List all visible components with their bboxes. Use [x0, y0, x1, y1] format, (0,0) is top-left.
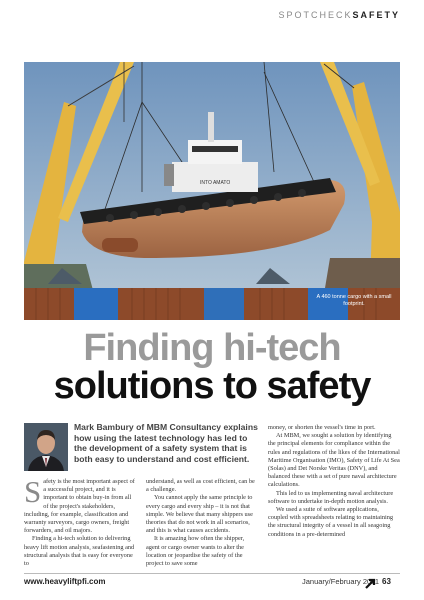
col2-paragraph-2: You cannot apply the same principle to every cargo and every ship – it is not that simple. We believe that many shippers use theories that do not work in all scenarios, and this is what causes accidents.: [146, 494, 253, 535]
col2-paragraph-3: It is amazing how often the shipper, agent or cargo owner wants to alter the location or jeopardise the safety of the project to save some: [146, 535, 245, 568]
heavy-lift-illustration: [24, 62, 400, 320]
section-name: SAFETY: [352, 10, 400, 20]
hero-image: [24, 62, 400, 320]
headline-line-2: solutions to safety: [53, 365, 371, 407]
footer-issue-date: January/February 2011: [302, 577, 379, 586]
section-label: [278, 10, 400, 20]
col3-paragraph-1: money, or shorten the vessel's time in port.: [268, 424, 376, 431]
body-column-2: [146, 478, 258, 568]
col3-paragraph-4: We used a suite of software applications, coupled with spreadsheets relating to maintaining the structural integrity of a vessel in all seagoing conditions in a pre-determined: [268, 506, 394, 538]
footer-divider: [24, 573, 400, 574]
body-column-3: [268, 424, 400, 539]
arrow-up-right-icon: [365, 576, 377, 594]
body-column-1: [24, 474, 136, 568]
col2-paragraph-1: understand, as well as cost efficient, can be a challenge.: [146, 478, 255, 494]
col1-paragraph-1: afety is the most important aspect of a successful project, and it is important to obtain buy-in from all of the project's stakeholders, including, for example, classification and warranty surveyors, cargo owners, freight forwarders, and oil majors.: [24, 478, 135, 535]
headline-line-1: Finding hi-tech: [83, 327, 341, 369]
col1-paragraph-2: Finding a hi-tech solution to delivering heavy lift motion analysis, seafastening and structural analysis that is easy for everyone to: [24, 535, 135, 568]
col3-paragraph-3: This led to us implementing naval architecture software to undertake in-depth motion analysis.: [268, 489, 394, 505]
drop-cap: S: [24, 474, 42, 509]
standfirst: Mark Bambury of MBM Consultancy explains how using the latest technology has led to the development of a safety system that is both easy to understand and cost efficient.: [74, 422, 258, 464]
section-prefix: SPOTCHECK: [278, 10, 353, 20]
footer-website-link[interactable]: www.heavyliftpfi.com: [24, 577, 106, 586]
col3-paragraph-2: At MBM, we sought a solution by identifying the principal elements for compliance within the rules and regulations of the likes of the International Maritime Organisation (IMO), Safety of Life At Sea (Solas) and Det Norske Veritas (DNV), and balanced these with a set of pure naval architecture calculations.: [268, 432, 400, 489]
author-portrait: [24, 423, 68, 471]
hull-name: INTO AMATO: [200, 180, 231, 186]
page-number: 63: [382, 577, 391, 586]
image-caption: A 460 tonne cargo with a small footprint.: [316, 294, 392, 307]
